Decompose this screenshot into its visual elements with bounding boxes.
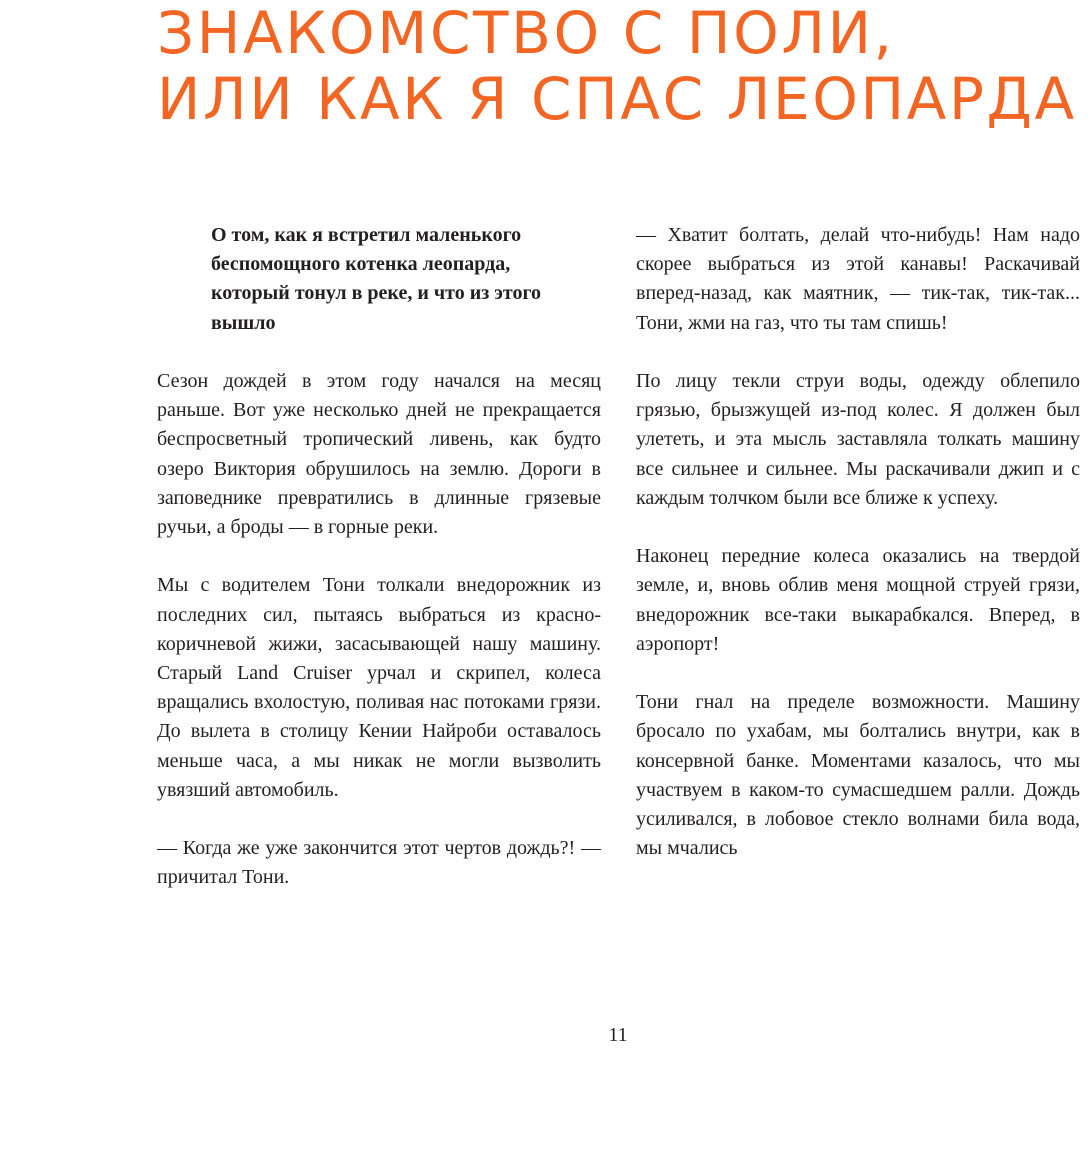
- paragraph-right-2: По лицу текли струи воды, одежду облепило грязью, брызжущей из-под колес. Я должен был улететь, и эта мысль заставляла толкать машину все сильнее и сильнее. Мы раскачивали джип и с каждым толчком были все ближе к успеху.: [636, 370, 1080, 509]
- right-text-column: [636, 221, 1080, 893]
- paragraph-right-3: Наконец передние колеса оказались на твердой земле, и, вновь облив меня мощной струей грязи, внедорожник все-таки выкарабкался. Вперед, в аэропорт!: [636, 545, 1080, 655]
- paragraph-left-3: — Когда же уже закончится этот чертов дождь?! — причитал Тони.: [157, 837, 601, 889]
- chapter-title: [157, 0, 1082, 132]
- paragraph-right-1: — Хватит болтать, делай что-нибудь! Нам надо скорее выбраться из этой канавы! Раскачивай вперед-назад, как маятник, — тик-так, тик-так... Тони, жми на газ, что ты там спишь!: [636, 224, 1080, 334]
- paragraph-left-2: Мы с водителем Тони толкали внедорожник из последних сил, пытаясь выбраться из красно-коричневой жижи, засасывающей нашу машину. Старый Land Cruiser урчал и скрипел, колеса вращались вхолостую, поливая нас потоками грязи. До вылета в столицу Кении Найроби оставалось меньше часа, а мы никак не могли вызволить увязший автомобиль.: [157, 574, 601, 801]
- chapter-title-line-2: ИЛИ КАК Я СПАС ЛЕОПАРДА: [157, 65, 1077, 133]
- chapter-title-line-1: ЗНАКОМСТВО С ПОЛИ,: [157, 0, 895, 67]
- chapter-lead: О том, как я встретил маленького беспомощного котенка леопарда, который тонул в реке, и что из этого вышло: [211, 224, 542, 334]
- left-text-column: [157, 221, 601, 922]
- paragraph-right-4: Тони гнал на пределе возможности. Машину бросало по ухабам, мы болтались внутри, как в консервной банке. Моментами казалось, что мы участвуем в каком-то сумасшедшем ралли. Дождь усиливался, в лобовое стекло волнами била вода, мы мчались: [636, 691, 1080, 860]
- paragraph-left-1: Сезон дождей в этом году начался на месяц раньше. Вот уже несколько дней не прекращается беспросветный тропический ливень, как будто озеро Виктория обрушилось на землю. Дороги в заповеднике превратились в длинные грязевые ручьи, а броды — в горные реки.: [157, 370, 601, 539]
- page-number: 11: [608, 1024, 628, 1046]
